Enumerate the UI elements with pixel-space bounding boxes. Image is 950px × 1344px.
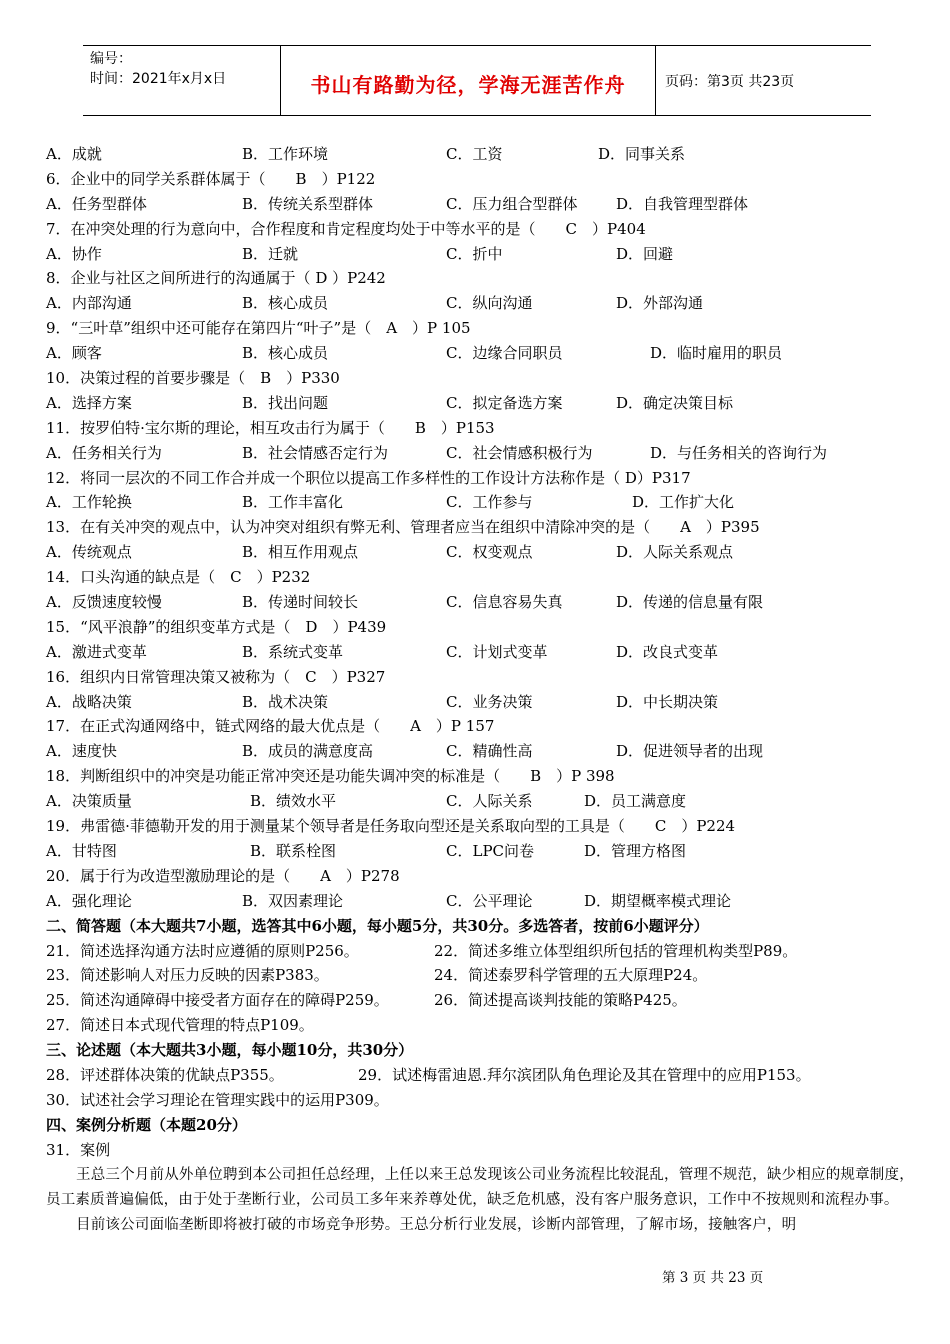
question-stem: 19．弗雷德·菲德勒开发的用于测量某个领导者是任务取向型还是关系取向型的工具是（ C ）P224 (46, 817, 736, 836)
option: A．内部沟通 (46, 294, 132, 313)
question-stem: 15．“风平浪静”的组织变革方式是（ D ）P439 (46, 617, 387, 636)
option: A．强化理论 (46, 891, 132, 910)
options-row (46, 789, 926, 814)
question-stem: 7．在冲突处理的行为意向中，合作程度和肯定程度均处于中等水平的是（ C ）P404 (46, 219, 646, 238)
option: D．期望概率模式理论 (584, 891, 732, 910)
header-meta-cell (83, 46, 281, 115)
options-row (46, 341, 926, 366)
question-stem: 6．企业中的同学关系群体属于（ B ）P122 (46, 169, 376, 188)
question-stem: 18．判断组织中的冲突是功能正常冲突还是功能失调冲突的标准是（ B ）P 398 (46, 767, 615, 786)
option: B．联系栓图 (250, 841, 337, 860)
option: C．公平理论 (446, 891, 533, 910)
option: A．任务相关行为 (46, 443, 162, 462)
option: A．顾客 (46, 344, 102, 363)
option: D．中长期决策 (616, 692, 719, 711)
question-item: 24．简述泰罗科学管理的五大原理P24。 (434, 966, 708, 985)
time-label: 时间：2021年x月x日 (90, 71, 227, 87)
section-title: 四、案例分析题（本题20分） (46, 1115, 247, 1134)
options-row (46, 490, 926, 515)
option: D．外部沟通 (616, 294, 704, 313)
option: C．精确性高 (446, 742, 533, 761)
option: A．激进式变革 (46, 642, 147, 661)
option: B．找出问题 (242, 393, 329, 412)
option: C．拟定备选方案 (446, 393, 563, 412)
option: A．协作 (46, 244, 102, 263)
question-item: 30．试述社会学习理论在管理实践中的运用P309。 (46, 1090, 389, 1109)
option: D．促进领导者的出现 (616, 742, 764, 761)
option: A．甘特图 (46, 841, 117, 860)
option: C．压力组合型群体 (446, 194, 578, 213)
option: C．人际关系 (446, 792, 533, 811)
option: C．工资 (446, 145, 503, 163)
option: C．边缘合同职员 (446, 344, 563, 363)
option: C．信息容易失真 (446, 593, 563, 612)
option: D．传递的信息量有限 (616, 593, 764, 612)
option: D．回避 (616, 244, 674, 263)
option: D．自我管理型群体 (616, 194, 749, 213)
option: B．社会情感否定行为 (242, 443, 389, 462)
option: A．反馈速度较慢 (46, 593, 162, 612)
question-row (46, 988, 926, 1013)
option: A．战略决策 (46, 692, 132, 711)
question-item: 23．简述影响人对压力反映的因素P383。 (46, 966, 329, 985)
option: A．传统观点 (46, 543, 132, 562)
question-item: 22．简述多维立体型组织所包括的管理机构类型P89。 (434, 941, 798, 960)
question-stem: 9．“三叶草”组织中还可能存在第四片“叶子”是（ A ）P 105 (46, 319, 471, 338)
option: C．纵向沟通 (446, 294, 533, 313)
option: A．工作轮换 (46, 493, 132, 512)
serial-label: 编号： (90, 51, 132, 67)
option: D．临时雇用的职员 (650, 344, 783, 363)
option: B．工作环境 (242, 145, 329, 163)
option: C．业务决策 (446, 692, 533, 711)
options-row (46, 291, 926, 316)
option: A．任务型群体 (46, 194, 147, 213)
option: B．系统式变革 (242, 642, 344, 661)
option: D．同事关系 (598, 145, 686, 163)
question-item: 26．简述提高谈判技能的策略P425。 (434, 991, 687, 1010)
question-stem: 10．决策过程的首要步骤是（ B ）P330 (46, 369, 340, 388)
question-stem: 13．在有关冲突的观点中，认为冲突对组织有弊无利、管理者应当在组织中清除冲突的是（ A ）P395 (46, 518, 760, 537)
section-title: 二、简答题（本大题共7小题，选答其中6小题，每小题5分，共30分。多选答者，按前6小题评分） (46, 916, 709, 935)
page-info: 页码：第3页 共23页 (665, 74, 795, 90)
question-item: 25．简述沟通障碍中接受者方面存在的障碍P259。 (46, 991, 389, 1010)
option: A．选择方案 (46, 393, 132, 412)
motto: 书山有路勤为径，学海无涯苦作舟 (310, 73, 626, 97)
question-item: 27．简述日本式现代管理的特点P109。 (46, 1016, 314, 1035)
option: D．与任务相关的咨询行为 (650, 443, 828, 462)
option: B．双因素理论 (242, 891, 344, 910)
options-row (46, 142, 926, 167)
option: B．相互作用观点 (242, 543, 359, 562)
question-item: 28．评述群体决策的优缺点P355。 (46, 1065, 284, 1084)
question-stem: 11．按罗伯特·宝尔斯的理论，相互攻击行为属于（ B ）P153 (46, 418, 495, 437)
question-item: 21．简述选择沟通方法时应遵循的原则P256。 (46, 941, 359, 960)
option: C．社会情感积极行为 (446, 443, 593, 462)
page-footer: 第 3 页 共 23 页 (662, 1270, 764, 1286)
options-row (46, 192, 926, 217)
option: C．LPC问卷 (446, 841, 535, 860)
option: B．传递时间较长 (242, 593, 359, 612)
option: B．核心成员 (242, 294, 329, 313)
option: A．决策质量 (46, 792, 132, 811)
question-row (46, 1013, 926, 1038)
option: B．核心成员 (242, 344, 329, 363)
question-row (46, 963, 926, 988)
question-stem: 14．口头沟通的缺点是（ C ）P232 (46, 568, 311, 587)
case-paragraph: 目前该公司面临垄断即将被打破的市场竞争形势。王总分析行业发展，诊断内部管理，了解市场，接触客户，明 (76, 1216, 797, 1233)
header-table (83, 45, 871, 116)
question-row (46, 1063, 926, 1088)
option: D．工作扩大化 (632, 493, 735, 512)
option: D．确定决策目标 (616, 393, 734, 412)
question-stem: 20．属于行为改造型激励理论的是（ A ）P278 (46, 866, 400, 885)
case-label: 31．案例 (46, 1140, 111, 1159)
options-row (46, 739, 926, 764)
option: B．成员的满意度高 (242, 742, 374, 761)
options-row (46, 590, 926, 615)
question-row (46, 939, 926, 964)
option: A．成就 (46, 145, 102, 163)
option: B．传统关系型群体 (242, 194, 374, 213)
options-row (46, 690, 926, 715)
options-row (46, 640, 926, 665)
question-row (46, 1088, 926, 1113)
question-stem: 8．企业与社区之间所进行的沟通属于（ D ）P242 (46, 269, 386, 288)
option: C．折中 (446, 244, 503, 263)
option: D．管理方格图 (584, 841, 687, 860)
option: B．战术决策 (242, 692, 329, 711)
option: B．绩效水平 (250, 792, 337, 811)
question-stem: 12．将同一层次的不同工作合并成一个职位以提高工作多样性的工作设计方法称作是（ D）P317 (46, 468, 691, 487)
option: D．人际关系观点 (616, 543, 734, 562)
options-row (46, 540, 926, 565)
options-row (46, 391, 926, 416)
header-page-cell (656, 46, 871, 115)
option: D．员工满意度 (584, 792, 687, 811)
option: C．权变观点 (446, 543, 533, 562)
exam-content (46, 142, 926, 1238)
option: B．工作丰富化 (242, 493, 344, 512)
option: C．计划式变革 (446, 642, 548, 661)
header-motto-cell (281, 46, 656, 115)
option: D．改良式变革 (616, 642, 719, 661)
section-title: 三、论述题（本大题共3小题，每小题10分，共30分） (46, 1041, 414, 1060)
options-row (46, 889, 926, 914)
question-stem: 16．组织内日常管理决策又被称为（ C ）P327 (46, 667, 386, 686)
option: C．工作参与 (446, 493, 533, 512)
options-row (46, 242, 926, 267)
case-paragraph: 王总三个月前从外单位聘到本公司担任总经理，上任以来王总发现该公司业务流程比较混乱，管理不规范，缺少相应的规章制度，员工素质普遍偏低，由于处于垄断行业，公司员工多年来养尊处优，缺乏危机感，没有客户服务意识，工作中不按规则和流程办事。 (46, 1166, 914, 1208)
question-item: 29．试述梅雷迪恩.拜尔滨团队角色理论及其在管理中的应用P153。 (358, 1065, 811, 1084)
option: B．迁就 (242, 244, 299, 263)
options-row (46, 441, 926, 466)
question-stem: 17．在正式沟通网络中，链式网络的最大优点是（ A ）P 157 (46, 717, 495, 736)
option: A．速度快 (46, 742, 117, 761)
options-row (46, 839, 926, 864)
